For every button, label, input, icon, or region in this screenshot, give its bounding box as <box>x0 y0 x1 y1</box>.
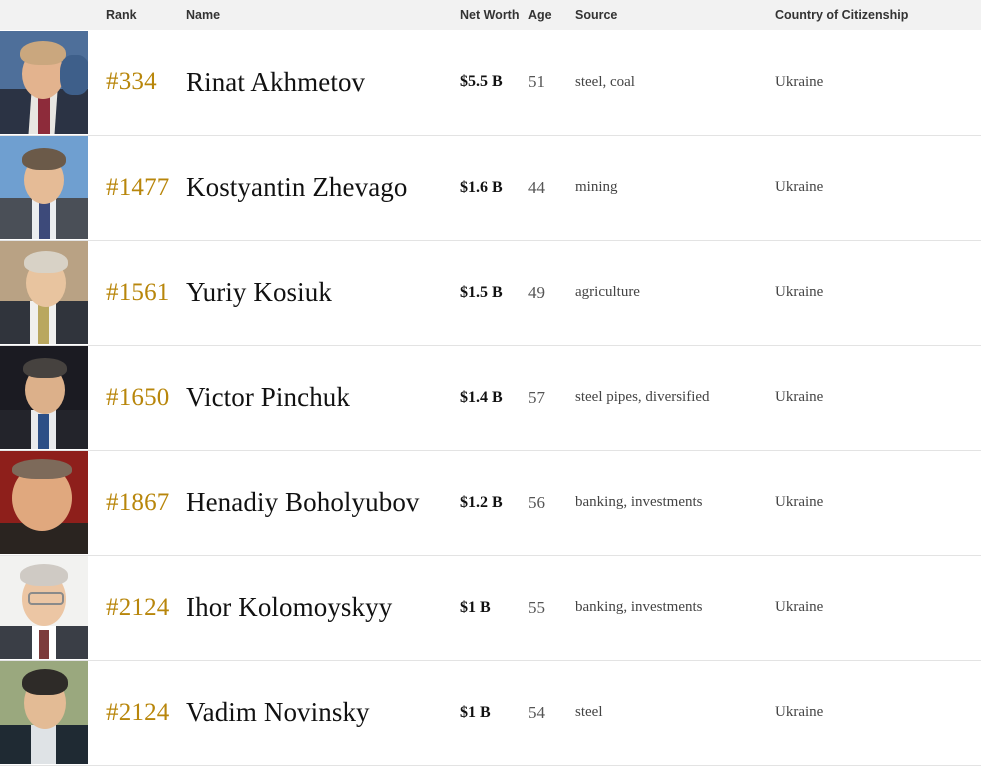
net-worth-value: $1 B <box>460 703 491 721</box>
country-cell <box>775 660 981 765</box>
column-header-net-worth: Net Worth <box>460 0 528 30</box>
source-value: agriculture <box>575 284 640 300</box>
name-value[interactable]: Vadim Novinsky <box>186 697 370 727</box>
country-value: Ukraine <box>775 704 824 720</box>
net-worth-cell <box>460 30 528 135</box>
age-value: 54 <box>528 702 545 722</box>
source-value: banking, investments <box>575 599 703 615</box>
table-header-row <box>0 0 981 30</box>
country-cell <box>775 30 981 135</box>
rank-cell <box>88 240 186 345</box>
portrait-thumbnail <box>0 241 88 344</box>
age-value: 55 <box>528 597 545 617</box>
net-worth-value: $5.5 B <box>460 73 503 91</box>
age-cell <box>528 555 575 660</box>
name-cell <box>186 555 460 660</box>
age-cell <box>528 135 575 240</box>
country-value: Ukraine <box>775 389 824 405</box>
rank-cell <box>88 660 186 765</box>
name-value[interactable]: Kostyantin Zhevago <box>186 172 408 202</box>
table-row[interactable] <box>0 555 981 660</box>
rank-cell <box>88 345 186 450</box>
photo-cell <box>0 660 88 765</box>
age-cell <box>528 30 575 135</box>
photo-cell <box>0 555 88 660</box>
portrait-thumbnail <box>0 451 88 554</box>
rank-cell <box>88 555 186 660</box>
rank-value: #2124 <box>106 698 170 726</box>
net-worth-value: $1.2 B <box>460 493 503 511</box>
source-cell <box>575 450 775 555</box>
country-cell <box>775 345 981 450</box>
net-worth-cell <box>460 660 528 765</box>
table-body <box>0 30 981 765</box>
age-value: 49 <box>528 282 545 302</box>
photo-cell <box>0 345 88 450</box>
country-value: Ukraine <box>775 284 824 300</box>
column-header-photo <box>0 0 88 30</box>
country-cell <box>775 135 981 240</box>
name-cell <box>186 240 460 345</box>
net-worth-cell <box>460 450 528 555</box>
country-cell <box>775 240 981 345</box>
table-header <box>0 0 981 30</box>
photo-cell <box>0 240 88 345</box>
rank-value: #1477 <box>106 173 170 201</box>
source-cell <box>575 555 775 660</box>
net-worth-cell <box>460 555 528 660</box>
country-value: Ukraine <box>775 179 824 195</box>
rank-cell <box>88 135 186 240</box>
rank-value: #1561 <box>106 278 170 306</box>
rank-cell <box>88 450 186 555</box>
name-value[interactable]: Rinat Akhmetov <box>186 66 366 97</box>
portrait-thumbnail <box>0 31 88 134</box>
rank-value: #1867 <box>106 488 170 516</box>
name-cell <box>186 135 460 240</box>
rank-value: #1650 <box>106 383 170 411</box>
country-value: Ukraine <box>775 494 824 510</box>
photo-cell <box>0 135 88 240</box>
country-value: Ukraine <box>775 599 824 615</box>
rank-value: #334 <box>106 68 157 96</box>
age-value: 56 <box>528 492 545 512</box>
age-cell <box>528 450 575 555</box>
photo-cell <box>0 450 88 555</box>
source-value: steel, coal <box>575 73 635 90</box>
age-cell <box>528 660 575 765</box>
column-header-country: Country of Citizenship <box>775 0 981 30</box>
column-header-name: Name <box>186 0 460 30</box>
age-value: 57 <box>528 387 545 407</box>
net-worth-cell <box>460 345 528 450</box>
source-cell <box>575 660 775 765</box>
net-worth-value: $1.4 B <box>460 388 503 406</box>
country-cell <box>775 450 981 555</box>
column-header-age: Age <box>528 0 575 30</box>
rank-value: #2124 <box>106 593 170 621</box>
photo-cell <box>0 30 88 135</box>
name-value[interactable]: Yuriy Kosiuk <box>186 277 332 307</box>
table-row[interactable] <box>0 240 981 345</box>
age-value: 44 <box>528 177 545 197</box>
source-value: steel <box>575 704 603 720</box>
source-value: steel pipes, diversified <box>575 389 710 405</box>
net-worth-cell <box>460 240 528 345</box>
column-header-source: Source <box>575 0 775 30</box>
source-cell <box>575 30 775 135</box>
source-value: banking, investments <box>575 494 703 510</box>
age-cell <box>528 345 575 450</box>
portrait-thumbnail <box>0 136 88 239</box>
table-row[interactable] <box>0 660 981 765</box>
net-worth-value: $1.6 B <box>460 178 503 196</box>
portrait-thumbnail <box>0 556 88 659</box>
name-cell <box>186 345 460 450</box>
table-row[interactable] <box>0 450 981 555</box>
age-value: 51 <box>528 72 545 92</box>
net-worth-value: $1 B <box>460 598 491 616</box>
source-value: mining <box>575 179 618 195</box>
age-cell <box>528 240 575 345</box>
source-cell <box>575 345 775 450</box>
source-cell <box>575 240 775 345</box>
net-worth-value: $1.5 B <box>460 283 503 301</box>
name-value[interactable]: Ihor Kolomoyskyy <box>186 592 393 622</box>
name-value[interactable]: Henadiy Boholyubov <box>186 487 420 517</box>
name-cell <box>186 450 460 555</box>
source-cell <box>575 135 775 240</box>
name-cell <box>186 30 460 135</box>
net-worth-cell <box>460 135 528 240</box>
column-header-rank: Rank <box>88 0 186 30</box>
name-cell <box>186 660 460 765</box>
table-row[interactable] <box>0 30 981 135</box>
country-cell <box>775 555 981 660</box>
table-row[interactable] <box>0 345 981 450</box>
country-value: Ukraine <box>775 73 824 90</box>
table-row[interactable] <box>0 135 981 240</box>
portrait-thumbnail <box>0 346 88 449</box>
name-value[interactable]: Victor Pinchuk <box>186 382 351 412</box>
portrait-thumbnail <box>0 661 88 764</box>
rank-cell <box>88 30 186 135</box>
